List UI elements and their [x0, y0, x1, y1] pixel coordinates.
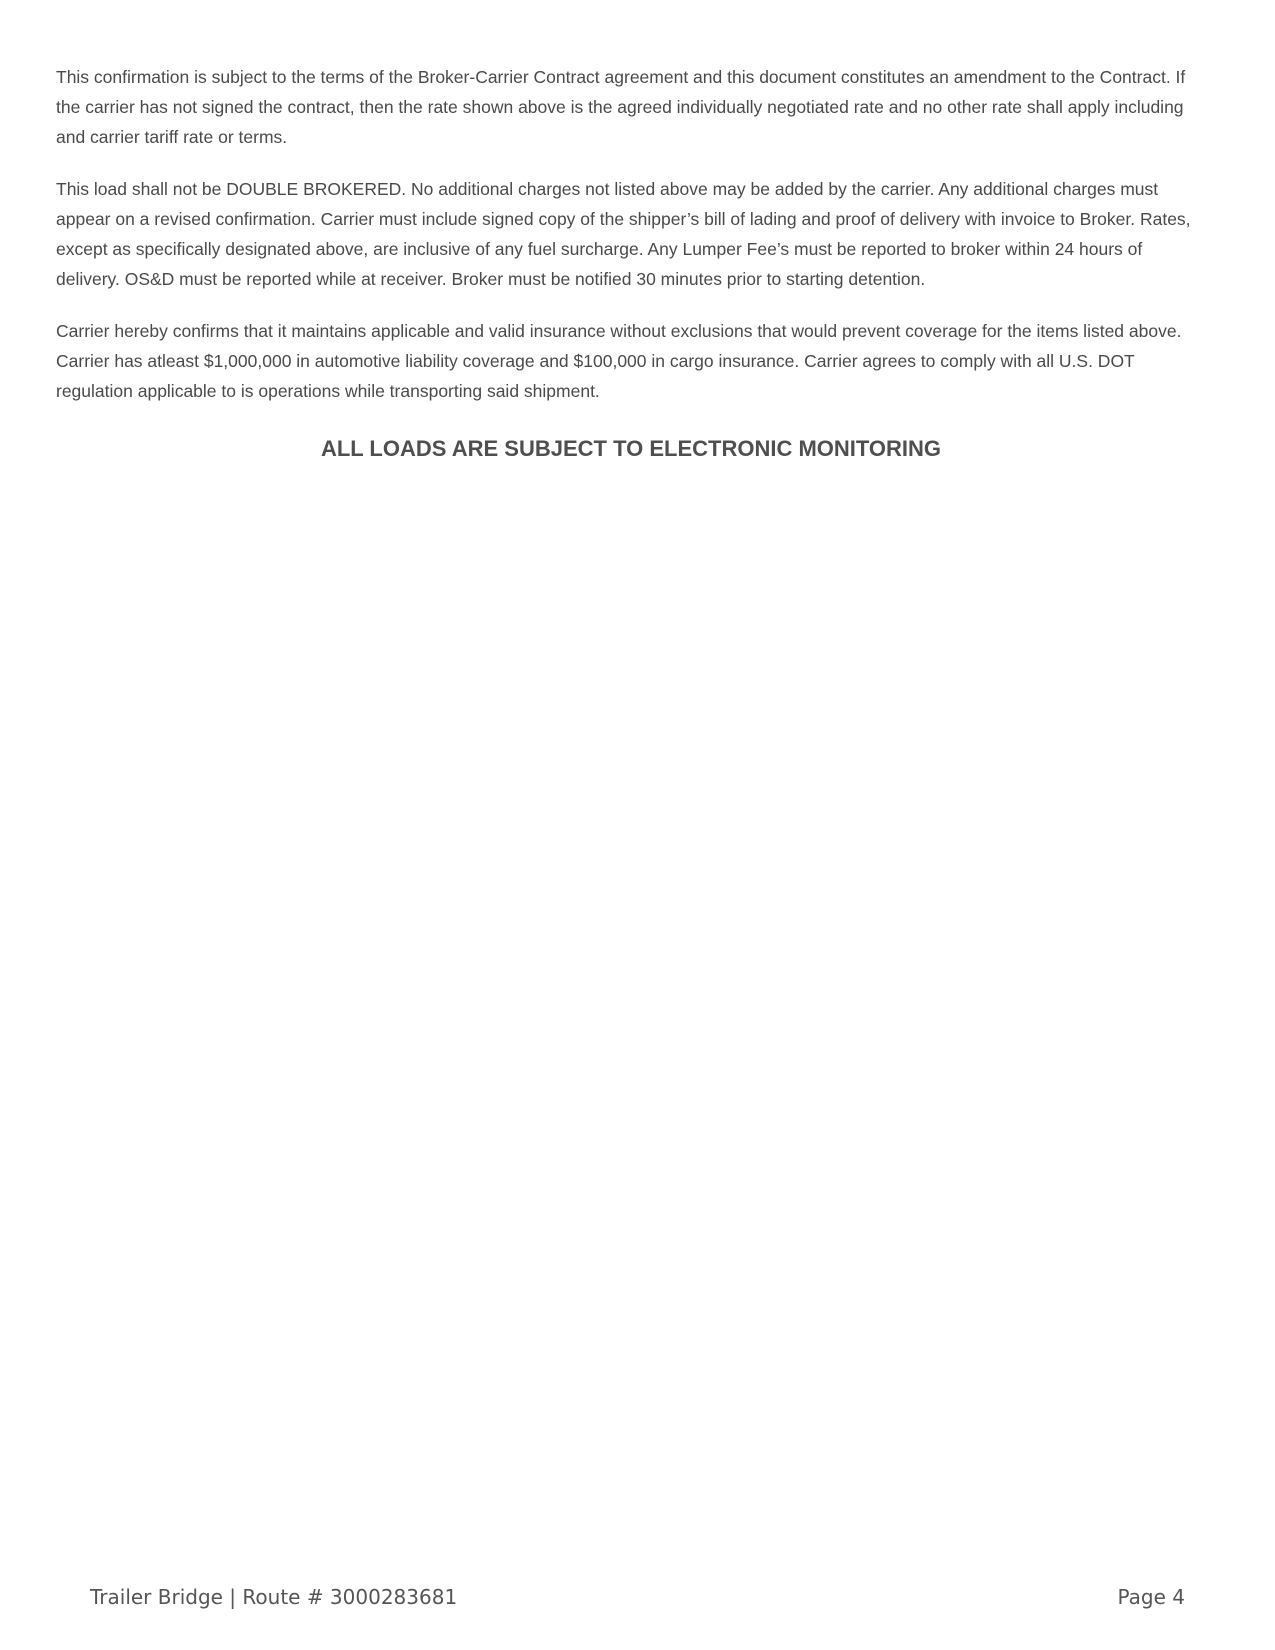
monitoring-notice: ALL LOADS ARE SUBJECT TO ELECTRONIC MONITORING: [320, 436, 942, 461]
insurance-paragraph: Carrier hereby confirms that it maintains applicable and valid insurance without exclusions that would prevent coverage for the items listed above. Carrier has atleast $1,000,000 in automotive liability coverage and $100,000 in cargo insurance. Carrier agrees to comply with all U.S. DOT regulation applicable to is operations while transporting said shipment.: [56, 321, 1182, 401]
page-footer: [90, 1585, 1185, 1609]
contract-terms-paragraph: This confirmation is subject to the terms of the Broker-Carrier Contract agreement and this document constitutes an amendment to the Contract. If the carrier has not signed the contract, then the rate shown above is the agreed individually negotiated rate and no other rate shall apply including and carrier tariff rate or terms.: [56, 67, 1186, 147]
double-broker-paragraph: This load shall not be DOUBLE BROKERED. No additional charges not listed above may be added by the carrier. Any additional charges must appear on a revised confirmation. Carrier must include signed copy of the shipper’s bill of lading and proof of delivery with invoice to Broker. Rates, except as specifically designated above, are inclusive of any fuel surcharge. Any Lumper Fee’s must be reported to broker within 24 hours of delivery. OS&D must be reported while at receiver. Broker must be notified 30 minutes prior to starting detention.: [56, 179, 1191, 289]
document-body: [56, 62, 1206, 462]
footer-route-info: Trailer Bridge | Route # 3000283681: [90, 1585, 458, 1609]
footer-page-number: Page 4: [1117, 1585, 1185, 1609]
